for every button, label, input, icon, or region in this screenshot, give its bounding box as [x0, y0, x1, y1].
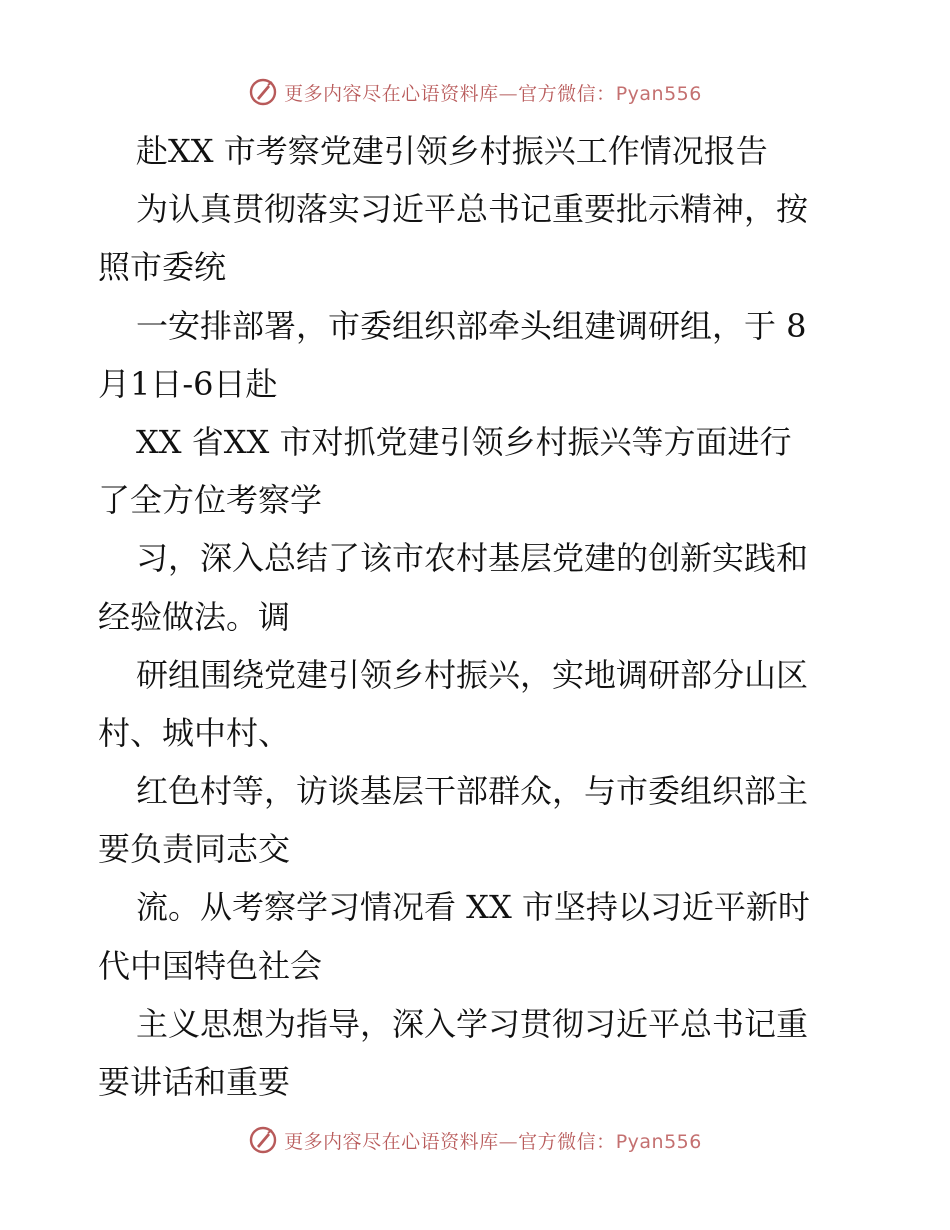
paragraph-line: 研组围绕党建引领乡村振兴，实地调研部分山区 [136, 655, 809, 694]
watermark-text [284, 79, 702, 106]
paragraph-line: 要负责同志交 [98, 830, 291, 869]
paragraph-line: 月1日-6日赴 [98, 364, 278, 403]
paragraph-line: 要讲话和重要 [98, 1063, 291, 1101]
watermark-text [284, 1127, 702, 1154]
watermark-separator: — [498, 82, 519, 105]
watermark-separator: — [498, 1130, 519, 1153]
paragraph-line: 代中国特色社会 [98, 946, 323, 985]
document-body [98, 122, 858, 1111]
paragraph-line: 一安排部署，市委组织部牵头组建调研组，于 8 [136, 306, 807, 345]
paragraph-line: 照市委统 [98, 248, 227, 287]
paragraph-line: 流。从考察学习情况看 XX 市坚持以习近平新时 [136, 888, 810, 927]
watermark-main: 更多内容尽在心语资料库 [284, 82, 499, 105]
paragraph-line: 经验做法。调 [98, 597, 291, 636]
paragraph-line: 了全方位考察学 [98, 481, 323, 520]
document-title: 赴XX 市考察党建引领乡村振兴工作情况报告 [136, 132, 768, 170]
watermark-main: 更多内容尽在心语资料库 [284, 1130, 499, 1153]
watermark-wechat-id: Pyan556 [615, 1130, 702, 1153]
paragraph-line: 主义思想为指导，深入学习贯彻习近平总书记重 [136, 1004, 809, 1043]
watermark-wechat-id: Pyan556 [615, 82, 702, 105]
quill-seal-icon [248, 1125, 278, 1155]
quill-seal-icon [248, 77, 278, 107]
footer-watermark-banner [0, 1120, 950, 1160]
watermark-wechat-label: 官方微信： [518, 82, 616, 105]
paragraph-line: 习，深入总结了该市农村基层党建的创新实践和 [136, 539, 809, 578]
header-watermark-banner [0, 72, 950, 112]
paragraph-line: 红色村等，访谈基层干部群众，与市委组织部主 [136, 772, 809, 811]
paragraph-line: 村、城中村、 [98, 713, 291, 752]
paragraph-line: 为认真贯彻落实习近平总书记重要批示精神，按 [136, 190, 809, 229]
paragraph-line: XX 省XX 市对抓党建引领乡村振兴等方面进行 [136, 422, 792, 461]
watermark-wechat-label: 官方微信： [518, 1130, 616, 1153]
